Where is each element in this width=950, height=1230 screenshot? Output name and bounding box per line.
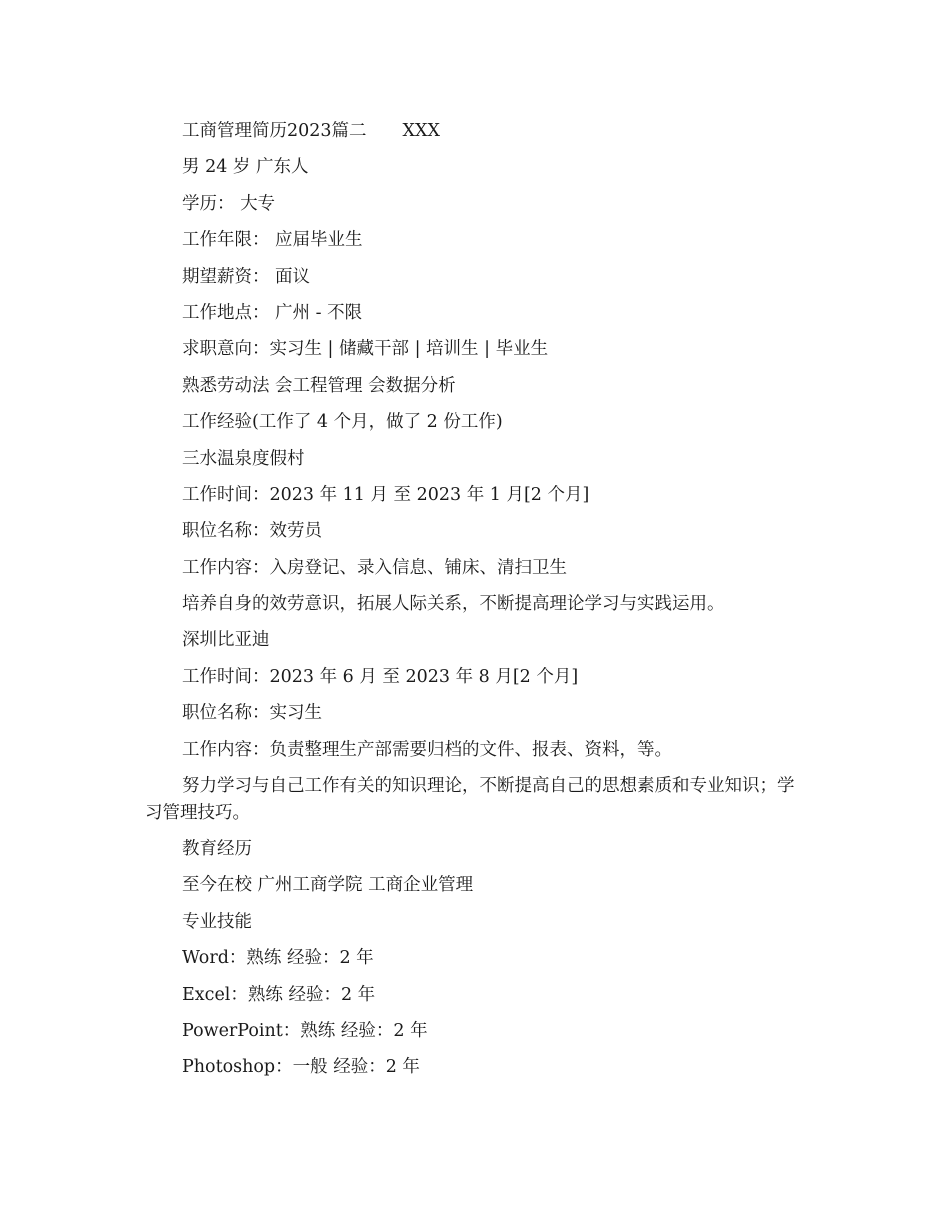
text-line: 至今在校 广州工商学院 工商企业管理 <box>182 875 474 896</box>
company-name: 三水温泉度假村 <box>182 448 305 469</box>
section-heading: 教育经历 <box>182 839 252 860</box>
text-line: 职位名称：实习生 <box>182 703 322 724</box>
text-line: 工作时间：2023 年 11 月 至 2023 年 1 月[2 个月] <box>182 484 590 505</box>
text-line: 求职意向：实习生 | 储藏干部 | 培训生 | 毕业生 <box>182 339 549 360</box>
skill-line: PowerPoint：熟练 经验：2 年 <box>182 1020 428 1041</box>
document-title: 工商管理简历2023篇二 <box>182 121 367 141</box>
text-line: 工作内容：负责整理生产部需要归档的文件、报表、资料，等。 <box>182 739 672 760</box>
skill-line: Photoshop：一般 经验：2 年 <box>182 1057 420 1078</box>
text-line: 熟悉劳动法 会工程管理 会数据分析 <box>182 375 456 396</box>
text-line: 工作年限： 应届毕业生 <box>182 230 363 251</box>
text-line: 职位名称：效劳员 <box>182 521 322 542</box>
document-body <box>145 118 810 1091</box>
section-heading: 专业技能 <box>182 911 252 932</box>
title-line <box>145 118 810 154</box>
candidate-name: XXX <box>402 121 440 141</box>
text-line: 男 24 岁 广东人 <box>182 157 309 178</box>
text-line: 工作时间：2023 年 6 月 至 2023 年 8 月[2 个月] <box>182 666 579 687</box>
body-paragraph: 努力学习与自己工作有关的知识理论，不断提高自己的思想素质和专业知识；学习管理技巧。 <box>145 776 795 824</box>
skill-line: Excel：熟练 经验：2 年 <box>182 984 376 1005</box>
text-line: 学历： 大专 <box>182 193 276 214</box>
section-heading: 工作经验(工作了 4 个月，做了 2 份工作) <box>182 412 503 433</box>
skill-line: Word：熟练 经验：2 年 <box>182 948 374 969</box>
text-line: 工作地点： 广州 - 不限 <box>182 302 363 323</box>
company-name: 深圳比亚迪 <box>182 630 270 651</box>
text-line: 培养自身的效劳意识，拓展人际关系，不断提高理论学习与实践运用。 <box>182 594 725 615</box>
text-line: 工作内容：入房登记、录入信息、铺床、清扫卫生 <box>182 557 567 578</box>
text-line: 期望薪资： 面议 <box>182 266 311 287</box>
